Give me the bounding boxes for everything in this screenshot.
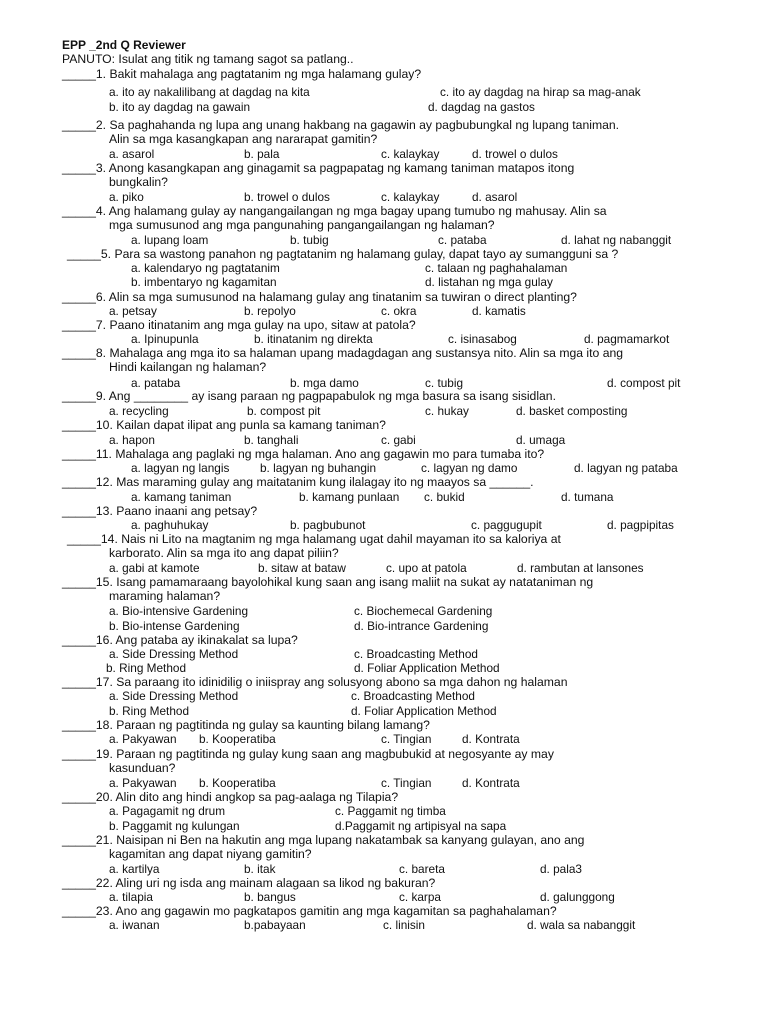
question-6-stem: _____6. Alin sa mga sumusunod na halamang gulay ang tinatanim sa tuwiran o direct planting? [62, 290, 577, 304]
q12-choice-a: a. kamang taniman [131, 490, 232, 504]
q22-choice-b: b. bangus [244, 890, 296, 904]
q16-choice-d: d. Foliar Application Method [354, 661, 500, 675]
q19-choice-a: a. Pakyawan [109, 776, 177, 790]
q8-choice-d: d. compost pit [607, 376, 681, 390]
q18-choice-c: c. Tingian [381, 732, 432, 746]
q5-choice-c: c. talaan ng paghahalaman [425, 261, 568, 275]
q5-choice-b: b. imbentaryo ng kagamitan [131, 275, 277, 289]
q10-choice-b: b. tanghali [244, 433, 299, 447]
q6-choice-c: c. okra [381, 304, 417, 318]
q11-choice-a: a. lagyan ng langis [131, 461, 230, 475]
q14-choice-a: a. gabi at kamote [109, 561, 200, 575]
q12-choice-c: c. bukid [424, 490, 465, 504]
q10-choice-a: a. hapon [109, 433, 155, 447]
q18-choice-b: b. Kooperatiba [199, 732, 276, 746]
q6-choice-d: d. kamatis [472, 304, 526, 318]
question-8-cont: Hindi kailangan ng halaman? [109, 360, 267, 374]
question-12-stem: _____12. Mas maraming gulay ang maitatanim kung ilalagay ito ng maayos sa ______. [62, 475, 534, 489]
question-8-stem: _____8. Mahalaga ang mga ito sa halaman upang madagdagan ang sustansya nito. Alin sa mga ito ang [62, 346, 624, 360]
q7-choice-c: c. isinasabog [448, 332, 517, 346]
q14-choice-c: c. upo at patola [386, 561, 467, 575]
q1-choice-d: d. dagdag na gastos [428, 100, 535, 114]
q15-choice-b: b. Bio-intense Gardening [109, 619, 240, 633]
q7-choice-d: d. pagmamarkot [584, 332, 670, 346]
q22-choice-a: a. tilapia [109, 890, 153, 904]
question-3-stem: _____3. Anong kasangkapan ang ginagamit sa pagpapatag ng kamang taniman matapos itong [62, 161, 575, 175]
q9-choice-b: b. compost pit [247, 404, 321, 418]
q14-choice-d: d. rambutan at lansones [517, 561, 644, 575]
q18-choice-a: a. Pakyawan [109, 732, 177, 746]
q15-choice-c: c. Biochemecal Gardening [354, 604, 493, 618]
q10-choice-c: c. gabi [381, 433, 416, 447]
q9-choice-a: a. recycling [109, 404, 169, 418]
q23-choice-d: d. wala sa nabanggit [527, 918, 636, 932]
q9-choice-c: c. hukay [425, 404, 469, 418]
q13-choice-c: c. paggugupit [471, 518, 542, 532]
q8-choice-c: c. tubig [425, 376, 464, 390]
q19-choice-b: b. Kooperatiba [199, 776, 276, 790]
question-22-stem: _____22. Aling uri ng isda ang mainam alagaan sa likod ng bakuran? [62, 876, 436, 890]
q12-choice-d: d. tumana [561, 490, 614, 504]
question-1-stem: _____1. Bakit mahalaga ang pagtatanim ng mga halamang gulay? [62, 67, 422, 81]
question-19-cont: kasunduan? [109, 761, 176, 775]
q23-choice-b: b.pabayaan [244, 918, 306, 932]
question-21-cont: kagamitan ang dapat niyang gamitin? [109, 847, 312, 861]
q5-choice-d: d. listahan ng mga gulay [425, 275, 553, 289]
question-20-stem: _____20. Alin dito ang hindi angkop sa pag-aalaga ng Tilapia? [62, 790, 399, 804]
q21-choice-d: d. pala3 [540, 862, 582, 876]
q1-choice-c: c. ito ay dagdag na hirap sa mag-anak [440, 85, 641, 99]
q15-choice-a: a. Bio-intensive Gardening [109, 604, 249, 618]
question-4-stem: _____4. Ang halamang gulay ay nangangailangan ng mga bagay upang tumubo ng mahusay. Alin sa [62, 204, 607, 218]
q2-choice-c: c. kalaykay [381, 147, 440, 161]
q17-choice-d: d. Foliar Application Method [351, 704, 497, 718]
document-title: EPP _2nd Q Reviewer [62, 38, 186, 52]
q3-choice-d: d. asarol [472, 190, 518, 204]
question-2-cont: Alin sa mga kasangkapan ang nararapat gamitin? [109, 132, 378, 146]
q4-choice-d: d. lahat ng nabanggit [561, 233, 672, 247]
q5-choice-a: a. kalendaryo ng pagtatanim [131, 261, 280, 275]
question-5-stem: _____5. Para sa wastong panahon ng pagtatanim ng halamang gulay, dapat tayo ay sumangguni sa ? [67, 247, 619, 261]
q3-choice-b: b. trowel o dulos [244, 190, 330, 204]
q22-choice-c: c. karpa [399, 890, 441, 904]
q4-choice-a: a. lupang loam [131, 233, 209, 247]
q17-choice-a: a. Side Dressing Method [109, 689, 239, 703]
q6-choice-a: a. petsay [109, 304, 157, 318]
question-16-stem: _____16. Ang pataba ay ikinakalat sa lupa? [62, 633, 298, 647]
q20-choice-d: d.Paggamit ng artipisyal na sapa [335, 819, 507, 833]
directions: PANUTO: Isulat ang titik ng tamang sagot sa patlang.. [62, 52, 354, 66]
q23-choice-a: a. iwanan [109, 918, 160, 932]
q21-choice-b: b. itak [244, 862, 276, 876]
q16-choice-b: b. Ring Method [106, 661, 187, 675]
q22-choice-d: d. galunggong [540, 890, 615, 904]
q16-choice-a: a. Side Dressing Method [109, 647, 239, 661]
q1-choice-a: a. ito ay nakalilibang at dagdag na kita [109, 85, 310, 99]
question-14-cont: karborato. Alin sa mga ito ang dapat piliin? [109, 546, 339, 560]
q10-choice-d: d. umaga [516, 433, 566, 447]
q4-choice-b: b. tubig [290, 233, 329, 247]
q13-choice-b: b. pagbubunot [290, 518, 366, 532]
q11-choice-c: c. lagyan ng damo [421, 461, 518, 475]
q21-choice-c: c. bareta [399, 862, 445, 876]
question-10-stem: _____10. Kailan dapat ilipat ang punla sa kamang taniman? [62, 418, 386, 432]
question-4-cont: mga sumusunod ang mga pangunahing pangangailangan ng halaman? [109, 218, 495, 232]
q13-choice-d: d. pagpipitas [607, 518, 674, 532]
q13-choice-a: a. paghuhukay [131, 518, 209, 532]
question-3-cont: bungkalin? [109, 175, 168, 189]
q17-choice-c: c. Broadcasting Method [351, 689, 475, 703]
q12-choice-b: b. kamang punlaan [299, 490, 400, 504]
q1-choice-b: b. ito ay dagdag na gawain [109, 100, 251, 114]
q2-choice-a: a. asarol [109, 147, 155, 161]
q20-choice-c: c. Paggamit ng timba [335, 804, 446, 818]
q20-choice-a: a. Pagagamit ng drum [109, 804, 226, 818]
q7-choice-a: a. Ipinupunla [131, 332, 199, 346]
question-13-stem: _____13. Paano inaani ang petsay? [62, 504, 258, 518]
q2-choice-d: d. trowel o dulos [472, 147, 558, 161]
question-14-stem: _____14. Nais ni Lito na magtanim ng mga halamang ugat dahil mayaman ito sa kaloriya at [67, 532, 561, 546]
question-15-stem: _____15. Isang pamamaraang bayolohikal kung saan ang isang maliit na sukat ay natataniman ng [62, 575, 594, 589]
question-11-stem: _____11. Mahalaga ang paglaki ng mga halaman. Ano ang gagawin mo para tumaba ito? [62, 447, 545, 461]
q16-choice-c: c. Broadcasting Method [354, 647, 478, 661]
question-19-stem: _____19. Paraan ng pagtitinda ng gulay kung saan ang magbubukid at negosyante ay may [62, 747, 554, 761]
q15-choice-d: d. Bio-intrance Gardening [354, 619, 489, 633]
q19-choice-c: c. Tingian [381, 776, 432, 790]
q18-choice-d: d. Kontrata [462, 732, 520, 746]
q11-choice-b: b. lagyan ng buhangin [260, 461, 377, 475]
question-17-stem: _____17. Sa paraang ito idinidilig o iniispray ang solusyong abono sa mga dahon ng halaman [62, 675, 568, 689]
q20-choice-b: b. Paggamit ng kulungan [109, 819, 240, 833]
q19-choice-d: d. Kontrata [462, 776, 520, 790]
q3-choice-a: a. piko [109, 190, 144, 204]
q21-choice-a: a. kartilya [109, 862, 160, 876]
question-15-cont: maraming halaman? [109, 589, 221, 603]
q9-choice-d: d. basket composting [516, 404, 628, 418]
question-18-stem: _____18. Paraan ng pagtitinda ng gulay sa kaunting bilang lamang? [62, 718, 430, 732]
question-9-stem: _____9. Ang ________ ay isang paraan ng pagpapabulok ng mga basura sa isang sisidlan. [62, 389, 556, 403]
q6-choice-b: b. repolyo [244, 304, 296, 318]
q8-choice-b: b. mga damo [290, 376, 359, 390]
q17-choice-b: b. Ring Method [109, 704, 190, 718]
q14-choice-b: b. sitaw at bataw [258, 561, 346, 575]
q11-choice-d: d. lagyan ng pataba [574, 461, 678, 475]
question-21-stem: _____21. Naisipan ni Ben na hakutin ang mga lupang nakatambak sa kanyang gulayan, ano ang [62, 833, 585, 847]
q2-choice-b: b. pala [244, 147, 280, 161]
q8-choice-a: a. pataba [131, 376, 181, 390]
q3-choice-c: c. kalaykay [381, 190, 440, 204]
q7-choice-b: b. itinatanim ng direkta [254, 332, 373, 346]
q4-choice-c: c. pataba [438, 233, 487, 247]
q23-choice-c: c. linisin [383, 918, 425, 932]
question-2-stem: _____2. Sa paghahanda ng lupa ang unang hakbang na gagawin ay pagbubungkal ng lupang taniman. [62, 118, 620, 132]
question-23-stem: _____23. Ano ang gagawin mo pagkatapos gamitin ang mga kagamitan sa paghahalaman? [62, 904, 557, 918]
question-7-stem: _____7. Paano itinatanim ang mga gulay na upo, sitaw at patola? [62, 318, 416, 332]
